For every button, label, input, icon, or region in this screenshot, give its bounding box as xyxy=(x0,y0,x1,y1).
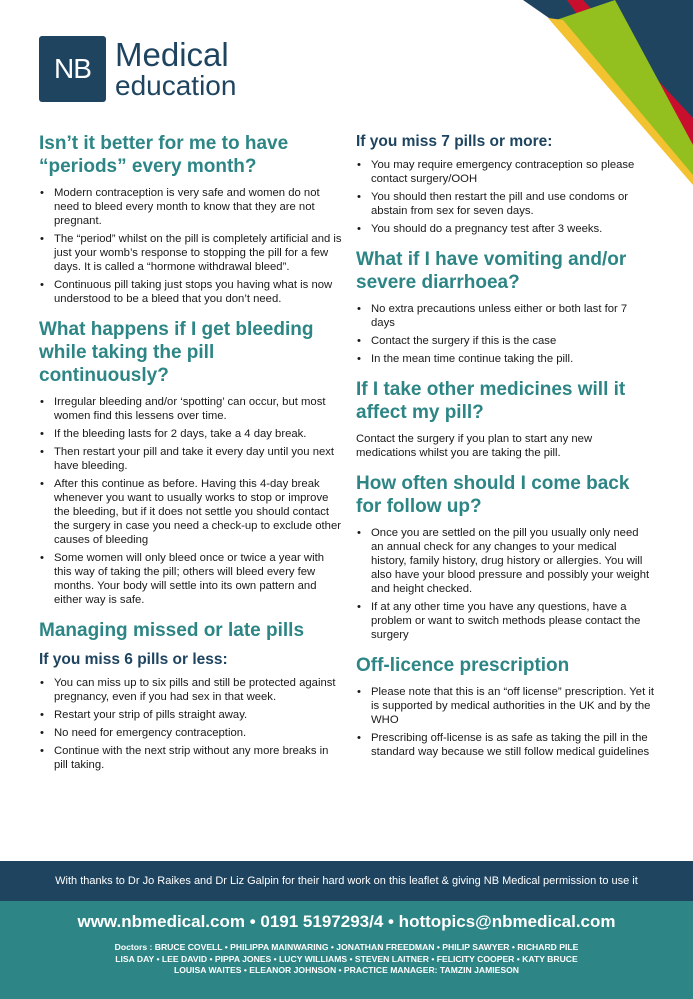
list-item: • You may require emergency contraception so please contact surgery/OOH xyxy=(356,158,654,186)
logo-line1: Medical xyxy=(115,36,229,73)
vomiting-section xyxy=(356,248,654,366)
other-medicines-heading: If I take other medicines will it affect my pill? xyxy=(356,379,626,423)
staff-line: LOUISA WAITES • ELEANOR JOHNSON • PRACTICE MANAGER: TAMZIN JAMIESON xyxy=(173,965,519,975)
list-item: • Restart your strip of pills straight away. xyxy=(39,708,344,722)
list-item: • Prescribing off-license is as safe as taking the pill in the standard way because we still follow medical guidelines xyxy=(356,731,654,759)
list-item: • Then restart your pill and take it every day until you next have bleeding. xyxy=(39,445,344,473)
thanks-text: With thanks to Dr Jo Raikes and Dr Liz Galpin for their hard work on this leaflet & giving NB Medical permission to use it xyxy=(55,875,638,887)
bleeding-section xyxy=(39,318,344,607)
list-item: • If at any other time you have any questions, have a problem or want to switch methods please contact the surgery xyxy=(356,600,654,642)
staff-line: Doctors : BRUCE COVELL • PHILIPPA MAINWARING • JONATHAN FREEDMAN • PHILIP SAWYER • RICHARD PILE xyxy=(114,942,579,952)
list-item: • The “period” whilst on the pill is completely artificial and is just your womb’s response to stopping the pill for a few days. It is called a “hormone withdrawal bleed”. xyxy=(39,232,344,274)
logo-mark: NB xyxy=(39,36,106,102)
staff-list xyxy=(0,942,693,977)
list-item: • Please note that this is an “off license” prescription. Yet it is supported by medical authorities in the UK and by the WHO xyxy=(356,685,654,727)
contact-footer xyxy=(0,901,693,999)
list-item: • You can miss up to six pills and still be protected against pregnancy, even if you had sex in that week. xyxy=(39,676,344,704)
other-medicines-section xyxy=(356,378,654,460)
miss-7-subheading: If you miss 7 pills or more: xyxy=(356,133,553,150)
bleeding-list xyxy=(39,395,344,607)
off-licence-list xyxy=(356,685,654,759)
miss-6-list xyxy=(39,676,344,772)
list-item: • No extra precautions unless either or both last for 7 days xyxy=(356,302,654,330)
list-item: • You should then restart the pill and use condoms or abstain from sex for seven days. xyxy=(356,190,654,218)
list-item: • No need for emergency contraception. xyxy=(39,726,344,740)
periods-section xyxy=(39,132,344,306)
left-column xyxy=(39,132,344,784)
off-licence-section xyxy=(356,654,654,759)
vomiting-list xyxy=(356,302,654,366)
staff-line: LISA DAY • LEE DAVID • PIPPA JONES • LUCY WILLIAMS • STEVEN LAITNER • FELICITY COOPER • KATY BRUCE xyxy=(115,953,578,964)
list-item: • Once you are settled on the pill you usually only need an annual check for any changes to your medical history, family history, drug history or allergies. You will also have your blood pressure and possibly your weight and height checked. xyxy=(356,526,654,596)
miss-6-subheading: If you miss 6 pills or less: xyxy=(39,651,228,668)
follow-up-list xyxy=(356,526,654,642)
list-item: • Continuous pill taking just stops you having what is now understood to be a bleed that you don’t need. xyxy=(39,278,344,306)
follow-up-section xyxy=(356,472,654,642)
miss-7-section xyxy=(356,132,654,236)
nb-medical-logo xyxy=(39,36,236,102)
list-item: • In the mean time continue taking the pill. xyxy=(356,352,654,366)
other-medicines-text: Contact the surgery if you plan to start any new medications whilst you are taking the pill. xyxy=(356,433,593,459)
logo-wordmark xyxy=(115,38,236,100)
miss-7-list xyxy=(356,158,654,236)
list-item: • You should do a pregnancy test after 3 weeks. xyxy=(356,222,654,236)
list-item: • Modern contraception is very safe and women do not need to bleed every month to know that they are not pregnant. xyxy=(39,186,344,228)
contact-line: www.nbmedical.com • 0191 5197293/4 • hottopics@nbmedical.com xyxy=(77,912,616,931)
list-item: • If the bleeding lasts for 2 days, take a 4 day break. xyxy=(39,427,344,441)
follow-up-heading: How often should I come back for follow up? xyxy=(356,473,630,517)
thanks-banner xyxy=(0,861,693,901)
list-item: • Some women will only bleed once or twice a year with this way of taking the pill; others will bleed every few months. Your body will settle into its own pattern and either way is safe. xyxy=(39,551,344,607)
missed-pills-heading: Managing missed or late pills xyxy=(39,620,305,641)
list-item: • Continue with the next strip without any more breaks in pill taking. xyxy=(39,744,344,772)
list-item: • Irregular bleeding and/or ‘spotting’ can occur, but most women find this lessens over time. xyxy=(39,395,344,423)
list-item: • Contact the surgery if this is the case xyxy=(356,334,654,348)
vomiting-heading: What if I have vomiting and/or severe diarrhoea? xyxy=(356,249,627,293)
bleeding-heading: What happens if I get bleeding while taking the pill continuously? xyxy=(39,319,314,386)
list-item: • After this continue as before. Having this 4-day break whenever you want to usually works to stop or improve the bleeding, but if it does not settle you should contact the surgery in case you need a check-up to exclude other causes of bleeding xyxy=(39,477,344,547)
right-column xyxy=(356,132,654,771)
off-licence-heading: Off-licence prescription xyxy=(356,655,570,676)
periods-list xyxy=(39,186,344,306)
periods-heading: Isn’t it better for me to have “periods” every month? xyxy=(39,133,289,177)
missed-pills-section xyxy=(39,619,344,772)
logo-line2: education xyxy=(115,70,237,101)
